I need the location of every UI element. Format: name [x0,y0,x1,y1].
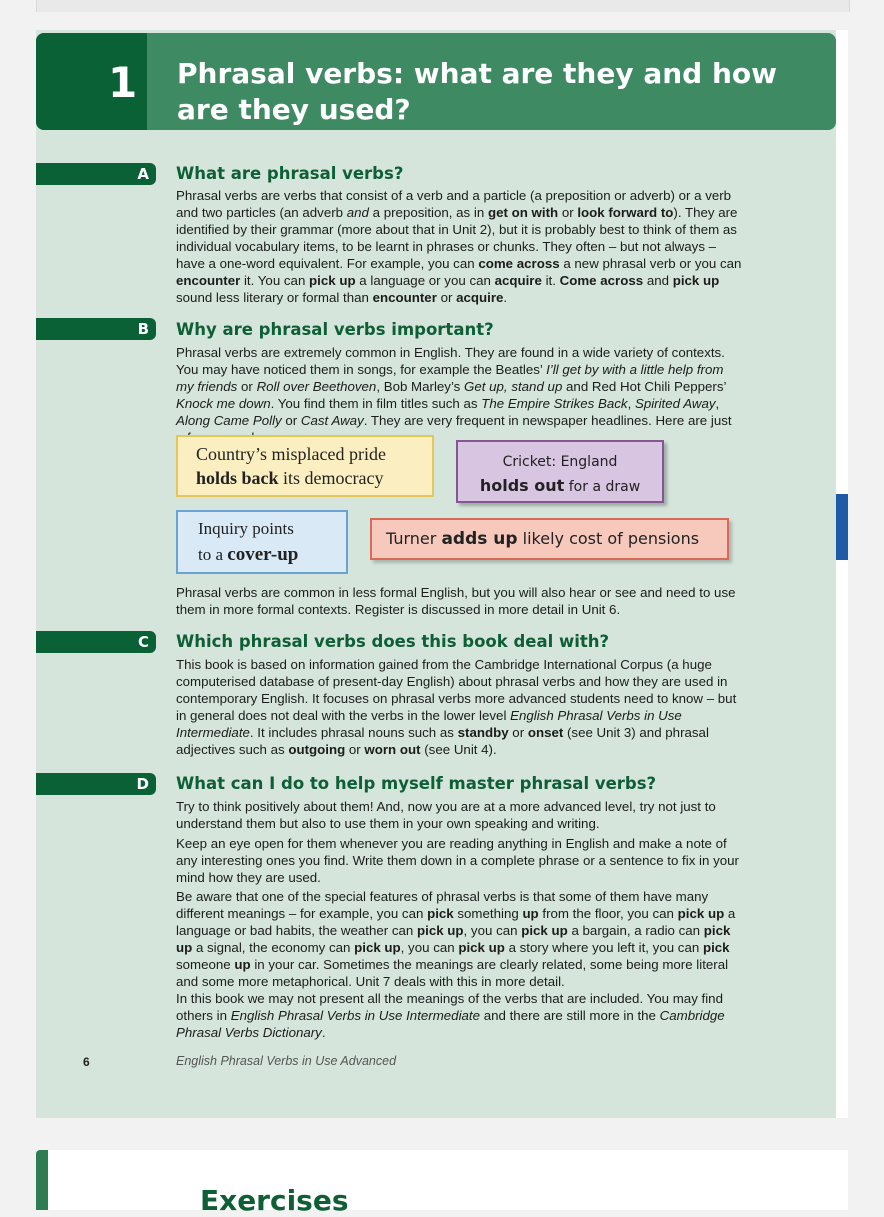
headline-line: for a draw [564,479,641,495]
headline-line: Inquiry points [198,519,294,538]
section-heading-a: What are phrasal verbs? [176,164,404,183]
headline-line: Country’s misplaced pride [196,444,386,464]
section-tab-c [36,631,156,653]
section-d-paragraph-3: Be aware that one of the special features of phrasal verbs is that some of them have many different meanings – for example, you can pick something up from the floor, you can pick up a language or bad habits, the weather can pick up, you can pick up a bargain, a radio can pick up a signal, the economy can pick up, you can pick up a story where you left it, you can pick someone up in your car. Sometimes the meanings are clearly related, some being more literal and some more metaphorical. Unit 7 deals with this in more detail. [176,889,736,989]
page-number: 6 [83,1055,90,1069]
section-heading-d: What can I do to help myself master phrasal verbs? [176,774,657,793]
headline-line: likely cost of pensions [517,529,700,548]
next-page-accent [36,1150,48,1210]
section-heading-c: Which phrasal verbs does this book deal with? [176,632,610,651]
section-tab-d [36,773,156,795]
section-b-paragraph-2: Phrasal verbs are common in less formal English, but you will also hear or see and need to use them in more formal contexts. Register is discussed in more detail in Unit 6. [176,585,736,617]
headline-phrasal-verb: adds up [441,529,518,549]
section-d-paragraph-4: In this book we may not present all the meanings of the verbs that are included. You may find others in English Phrasal Verbs in Use Intermediate and there are still more in the Cambridge Phrasal Verbs Dictionary. [176,991,725,1040]
headline-box-1 [176,435,434,497]
headline-phrasal-verb: cover-up [227,544,299,565]
page-edge-marker [836,494,848,560]
headline-box-2 [456,440,664,503]
headline-phrasal-verb: holds out [479,476,565,495]
section-letter: D [136,775,149,793]
section-b-paragraph: Phrasal verbs are extremely common in English. They are found in a wide variety of contexts. You may have noticed them in songs, for example the Beatles’ I’ll get by with a little help from my friends or Roll over Beethoven, Bob Marley’s Get up, stand up and Red Hot Chili Peppers’ Knock me down. You find them in film titles such as The Empire Strikes Back, Spirited Away, Along Came Polly or Cast Away. They are very frequent in newspaper headlines. Here are just [176,345,732,428]
headline-line: Cricket: England [502,454,618,470]
section-c-paragraph: This book is based on information gained from the Cambridge International Corpus (a huge computerised database of present-day English) about phrasal verbs and how they are used in contemporary English. It focuses on phrasal verbs more advanced students need to know – but in general does not deal with the verbs in the lower level English Phrasal Verbs in Use Intermediate. It includes phrasal nouns such as standby or onset (see Unit 3) and phrasal adjectives such as outgoing or worn out (see Unit 4). [176,657,737,757]
section-letter: B [137,320,149,338]
headline-line: Turner [386,529,442,548]
next-page [36,1150,848,1210]
unit-title: Phrasal verbs: what are they and how are they used? [177,57,778,126]
section-tab-b [36,318,156,340]
headline-box-3 [176,510,348,574]
page-margin [836,30,848,1118]
headline-line: its democracy [278,468,384,488]
section-heading-b: Why are phrasal verbs important? [176,320,494,339]
book-title: English Phrasal Verbs in Use Advanced [176,1054,397,1068]
section-d-paragraph-1: Try to think positively about them! And, now you are at a more advanced level, try not just to understand them but also to use them in your own speaking and writing. [176,799,716,831]
section-tab-a [36,163,156,185]
next-page-title: Exercises [200,1184,349,1217]
unit-number: 1 [108,58,138,107]
section-letter: A [137,165,149,183]
previous-page-edge [36,0,850,12]
section-d-paragraph-2: Keep an eye open for them whenever you are reading anything in English and make a note of any interesting ones you find. Write them down in a complete phrase or a sentence to fix in your mind how they are used. [176,836,739,885]
headline-line: to a [198,545,228,564]
headline-phrasal-verb: holds back [196,468,279,488]
section-letter: C [137,633,149,651]
headline-box-4 [370,518,729,560]
section-a-paragraph: Phrasal verbs are verbs that consist of a verb and a particle (a preposition or adverb) or a verb and two particles (an adverb and a preposition, as in get on with or look forward to). They are identified by their grammar (more about that in Unit 2), but it is probably best to think of them as individual vocabulary items, to be learnt in phrases or chunks. They often – but not always – have a one-word equivalent. For example, you can come across a new phrasal verb or you can encounter it. You can pick up a language or you can acquire it. Come across and pick up sound less literary or formal than encounter or acquire. [176,188,742,305]
